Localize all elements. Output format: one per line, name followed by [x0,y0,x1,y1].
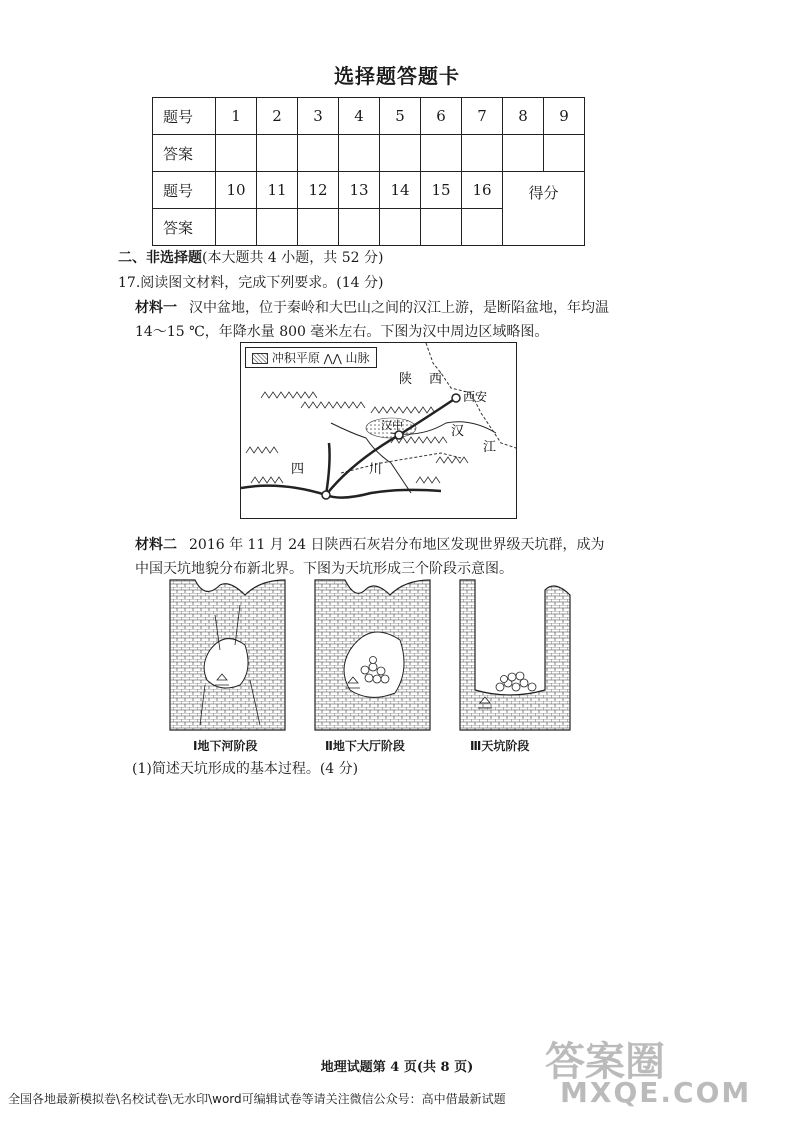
city-marker [322,491,330,499]
answer-cell[interactable] [380,209,421,246]
question-number: 5 [380,98,421,135]
hanzhong-marker [395,431,403,439]
legend-mountain-label: 山脉 [345,351,370,365]
question-number: 3 [298,98,339,135]
question-number: 4 [339,98,380,135]
row-label: 题号 [153,172,216,209]
section-heading [118,247,383,267]
label-xian: 西安 [463,390,488,404]
stages-drawing [165,575,580,735]
hanzhong-map [240,342,517,519]
railway [241,486,441,498]
row-label: 题号 [153,98,216,135]
question-number: 1 [216,98,257,135]
table-row [153,172,585,209]
table-row [153,135,585,172]
row-label: 答案 [153,135,216,172]
label-xi: 西 [429,372,443,387]
bottom-note: 全国各地最新模拟卷\名校试卷\无水印\word可编辑试卷等请关注微信公众号：高中借最新试题 [8,1092,506,1106]
row-label: 答案 [153,209,216,246]
answer-cell[interactable] [298,209,339,246]
answer-cell[interactable] [380,135,421,172]
stage-3-diagram [460,580,570,730]
page-footer: 地理试题第 4 页(共 8 页) [320,1060,474,1075]
material-label: 材料一 [135,300,177,316]
question-number: 16 [462,172,503,209]
question-number: 6 [421,98,462,135]
answer-cell[interactable] [257,209,298,246]
material-label: 材料二 [135,537,177,553]
question-number: 10 [216,172,257,209]
answer-cell[interactable] [298,135,339,172]
question-17: 17.阅读图文材料，完成下列要求。(14 分) [118,275,384,291]
label-jiang: 江 [483,440,497,455]
material-2 [135,533,615,581]
answer-card-table [152,97,585,246]
stage-2-label: Ⅱ地下大厅阶段 [325,739,405,753]
answer-cell[interactable] [421,135,462,172]
material-text: 2016 年 11 月 24 日陕西石灰岩分布地区发现世界级天坑群，成为中国天坑地貌分布新北界。下图为天坑形成三个阶段示意图。 [135,537,605,577]
watermark-logo: 答案圈 [545,1039,665,1085]
watermark-site: MXQE.COM [560,1076,752,1109]
answer-cell[interactable] [462,135,503,172]
table-row [153,98,585,135]
answer-cell[interactable] [216,135,257,172]
question-number: 8 [503,98,544,135]
material-text: 汉中盆地，位于秦岭和大巴山之间的汉江上游，是断陷盆地，年均温 14～15 ℃，年降水量 800 毫米左右。下图为汉中周边区域略图。 [135,300,609,340]
answer-cell[interactable] [216,209,257,246]
answer-cell[interactable] [462,209,503,246]
question-number: 15 [421,172,462,209]
label-shaan: 陕 [399,372,413,387]
label-chuan: 川 [369,462,383,477]
question-number: 7 [462,98,503,135]
stage-3-label: Ⅲ天坑阶段 [470,739,530,753]
score-label: 得分 [503,172,585,246]
stage-1-diagram [170,580,285,730]
label-hanzhong: 汉中 [381,419,403,432]
answer-cell[interactable] [544,135,585,172]
section-note: (本大题共 4 小题，共 52 分) [202,250,384,266]
question-number: 12 [298,172,339,209]
answer-cell[interactable] [421,209,462,246]
question-number: 14 [380,172,421,209]
answer-cell[interactable] [339,209,380,246]
plain-legend-swatch [252,353,268,364]
answer-cell[interactable] [257,135,298,172]
stage-1-label: Ⅰ地下河阶段 [193,739,258,753]
sinkhole-stages-figure [165,575,580,760]
question-number: 13 [339,172,380,209]
map-drawing [241,343,516,518]
page-title: 选择题答题卡 [334,64,460,88]
material-1 [135,296,615,344]
answer-cell[interactable] [339,135,380,172]
question-number: 2 [257,98,298,135]
stage-2-diagram [315,580,430,730]
railway [326,398,456,495]
section-title: 二、非选择题 [118,250,202,266]
label-han: 汉 [451,424,465,439]
label-si: 四 [291,462,305,477]
legend-plain-label: 冲积平原 [271,351,320,365]
answer-cell[interactable] [503,135,544,172]
xian-marker [452,394,460,402]
map-legend [245,347,377,368]
mountain-legend-icon: ⋀⋀ [323,352,342,365]
subquestion-1: (1)简述天坑形成的基本过程。(4 分) [132,761,359,777]
question-number: 11 [257,172,298,209]
question-number: 9 [544,98,585,135]
